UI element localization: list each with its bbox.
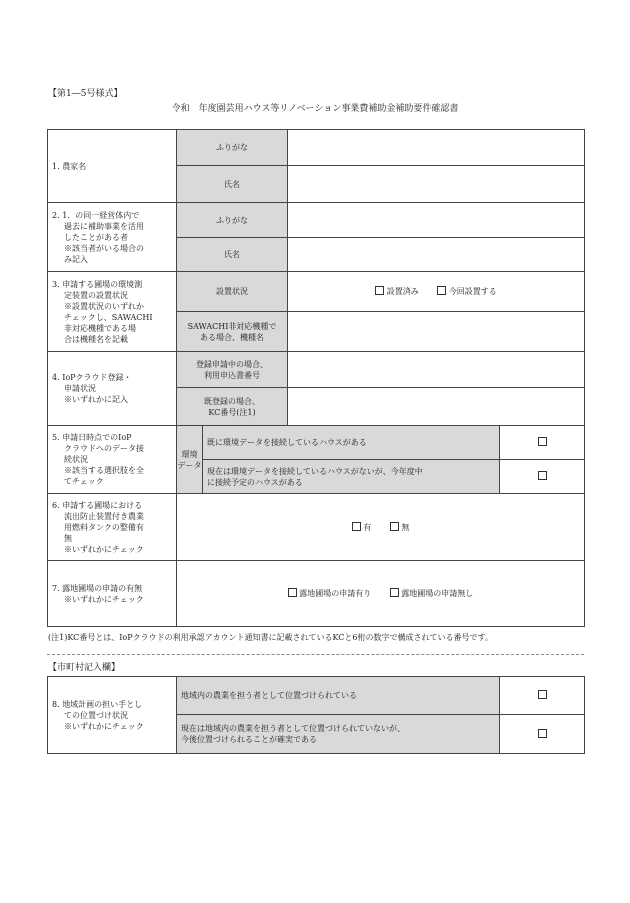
row5-opt2-line1: 現在は環境データを接続しているハウスがないが、今年度中 bbox=[207, 466, 423, 476]
row8-line3: ※いずれかにチェック bbox=[64, 721, 144, 731]
row6-line4: 無 bbox=[64, 533, 72, 543]
checkbox-icon bbox=[538, 690, 547, 699]
row5-line1: 申請日時点でのIoP bbox=[62, 433, 132, 442]
row3-status-label: 設置状況 bbox=[177, 272, 288, 312]
row3-model-line2: ある場合、機種名 bbox=[200, 332, 264, 342]
row4-line3: ※いずれかに記入 bbox=[64, 395, 128, 404]
row6-no-option[interactable] bbox=[390, 522, 410, 533]
row4-kc-label bbox=[177, 388, 288, 426]
row5-line3: 続状況 bbox=[64, 455, 88, 464]
row5-label bbox=[48, 426, 177, 494]
row1-name-input[interactable] bbox=[288, 166, 585, 203]
row6-options bbox=[177, 494, 585, 561]
row7-open-field-yes-option[interactable] bbox=[288, 588, 372, 599]
row5-env-label bbox=[177, 426, 203, 494]
row2-label bbox=[48, 203, 177, 272]
row4-label bbox=[48, 352, 177, 426]
row2-furigana-label: ふりがな bbox=[177, 203, 288, 238]
row2-line4: ※該当者がいる場合の bbox=[64, 243, 144, 253]
row7-number: 7. bbox=[52, 583, 60, 593]
row5-opt2-line2: に接続予定のハウスがある bbox=[207, 477, 303, 487]
row8-line2: ての位置づけ状況 bbox=[64, 710, 128, 720]
row2-name-label: 氏名 bbox=[177, 238, 288, 272]
checkbox-icon bbox=[538, 471, 547, 480]
row5-line2: クラウドへのデータ接 bbox=[64, 444, 144, 453]
row2-line2: 過去に補助事業を活用 bbox=[64, 221, 144, 231]
row6-no-label: 無 bbox=[401, 522, 410, 532]
row8-option1-check[interactable] bbox=[500, 677, 585, 715]
row3-opt2-label: 今回設置する bbox=[448, 287, 497, 296]
row3-line2: 定装置の設置状況 bbox=[64, 290, 128, 300]
row1-furigana-input[interactable] bbox=[288, 130, 585, 166]
row3-line5: 非対応機種である場 bbox=[64, 323, 136, 333]
row4-kc-line2: KC番号(注1) bbox=[208, 407, 256, 417]
row3-line3: ※設置状況のいずれか bbox=[64, 301, 144, 311]
municipality-section-header: 【市町村記入欄】 bbox=[48, 663, 121, 673]
row3-install-now-option[interactable] bbox=[437, 286, 497, 297]
checkbox-icon bbox=[538, 437, 547, 446]
row8-option2-check[interactable] bbox=[500, 715, 585, 754]
row7-line1: 露地圃場の申請の有無 bbox=[62, 583, 143, 593]
row7-opt1-label: 露地圃場の申請有り bbox=[299, 589, 372, 598]
row4-number: 4. bbox=[52, 373, 60, 382]
row4-app-line1: 登録申請中の場合、 bbox=[196, 359, 268, 369]
row6-line3: 用燃料タンクの整備有 bbox=[64, 522, 144, 532]
row1-number: 1. bbox=[52, 161, 60, 171]
row5-option2-check[interactable] bbox=[500, 460, 585, 494]
row3-label bbox=[48, 272, 177, 352]
row1-name-label: 氏名 bbox=[177, 166, 288, 203]
kc-number-note: (注1)KC番号とは、IoPクラウドの利用承認アカウント通知書に記載されているKCと6桁の数字で構成されている番号です。 bbox=[48, 633, 493, 642]
row4-kc-input[interactable] bbox=[288, 388, 585, 426]
checkbox-icon bbox=[288, 588, 297, 597]
row2-line5: み記入 bbox=[64, 254, 88, 264]
row8-option2-text bbox=[177, 715, 500, 754]
row3-model-input[interactable] bbox=[288, 312, 585, 352]
row6-line1: 申請する圃場における bbox=[62, 500, 143, 510]
row1-label-text: 農家名 bbox=[62, 161, 87, 171]
row4-line1: IoPクラウド登録・ bbox=[62, 373, 132, 382]
row3-model-line1: SAWACHI非対応機種で bbox=[187, 321, 277, 331]
row1-label bbox=[48, 130, 177, 203]
checkbox-icon bbox=[375, 286, 384, 295]
row5-option1-check[interactable] bbox=[500, 426, 585, 460]
section-divider bbox=[47, 654, 584, 655]
form-id: 【第1―5号様式】 bbox=[48, 89, 123, 99]
checkbox-icon bbox=[437, 286, 446, 295]
row7-opt2-label: 露地圃場の申請無し bbox=[401, 589, 474, 598]
row5-line5: てチェック bbox=[64, 477, 104, 486]
row3-installed-option[interactable] bbox=[375, 286, 419, 297]
checkbox-icon bbox=[538, 729, 547, 738]
row8-number: 8. bbox=[52, 699, 60, 709]
row1-furigana-label: ふりがな bbox=[177, 130, 288, 166]
row6-yes-option[interactable] bbox=[352, 522, 372, 533]
row4-application-label bbox=[177, 352, 288, 388]
row5-line4: ※該当する選択肢を全 bbox=[64, 466, 144, 475]
row4-application-input[interactable] bbox=[288, 352, 585, 388]
row6-yes-label: 有 bbox=[363, 522, 372, 532]
row3-line4: チェックし、SAWACHI bbox=[64, 312, 153, 322]
checkbox-icon bbox=[352, 522, 361, 531]
row7-label bbox=[48, 561, 177, 627]
checkbox-icon bbox=[390, 588, 399, 597]
row6-number: 6. bbox=[52, 500, 60, 510]
row2-line1: 1．の同一経営体内で bbox=[62, 210, 140, 220]
row5-env-line1: 環境 bbox=[181, 449, 198, 459]
row4-app-line2: 利用申込書番号 bbox=[204, 370, 260, 380]
row7-open-field-no-option[interactable] bbox=[390, 588, 474, 599]
row2-number: 2. bbox=[52, 210, 60, 220]
row2-name-input[interactable] bbox=[288, 238, 585, 272]
row6-line5: ※いずれかにチェック bbox=[64, 544, 144, 554]
row5-option2-text bbox=[203, 460, 500, 494]
row2-furigana-input[interactable] bbox=[288, 203, 585, 238]
row3-line1: 申請する圃場の環境測 bbox=[62, 279, 143, 289]
row3-line6: 合は機種名を記載 bbox=[64, 334, 128, 344]
requirements-table bbox=[47, 129, 585, 627]
row3-number: 3. bbox=[52, 279, 60, 289]
row5-option1-text: 既に環境データを接続しているハウスがある bbox=[203, 426, 500, 460]
row6-line2: 流出防止装置付き農業 bbox=[64, 511, 144, 521]
row7-options bbox=[177, 561, 585, 627]
row3-opt1-label: 設置済み bbox=[386, 287, 419, 296]
document-title: 令和 年度園芸用ハウス等リノベーション事業費補助金補助要件確認書 bbox=[171, 104, 459, 114]
row8-opt2-line2: 今後位置づけられることが確実である bbox=[181, 735, 317, 744]
row5-env-line2: データ bbox=[177, 460, 202, 470]
municipality-table bbox=[47, 676, 585, 754]
row3-status-options bbox=[288, 272, 585, 312]
row4-kc-line1: 既登録の場合、 bbox=[204, 396, 260, 406]
row6-label bbox=[48, 494, 177, 561]
row4-line2: 申請状況 bbox=[64, 384, 96, 393]
row8-label bbox=[48, 677, 177, 754]
row8-option1-text: 地域内の農業を担う者として位置づけられている bbox=[177, 677, 500, 715]
checkbox-icon bbox=[390, 522, 399, 531]
row8-opt2-line1: 現在は地域内の農業を担う者として位置づけられていないが、 bbox=[181, 724, 405, 733]
row7-line2: ※いずれかにチェック bbox=[64, 594, 144, 604]
row5-number: 5. bbox=[52, 433, 60, 442]
row2-line3: したことがある者 bbox=[64, 232, 128, 242]
row3-model-label bbox=[177, 312, 288, 352]
row8-line1: 地域計画の担い手とし bbox=[62, 699, 143, 709]
